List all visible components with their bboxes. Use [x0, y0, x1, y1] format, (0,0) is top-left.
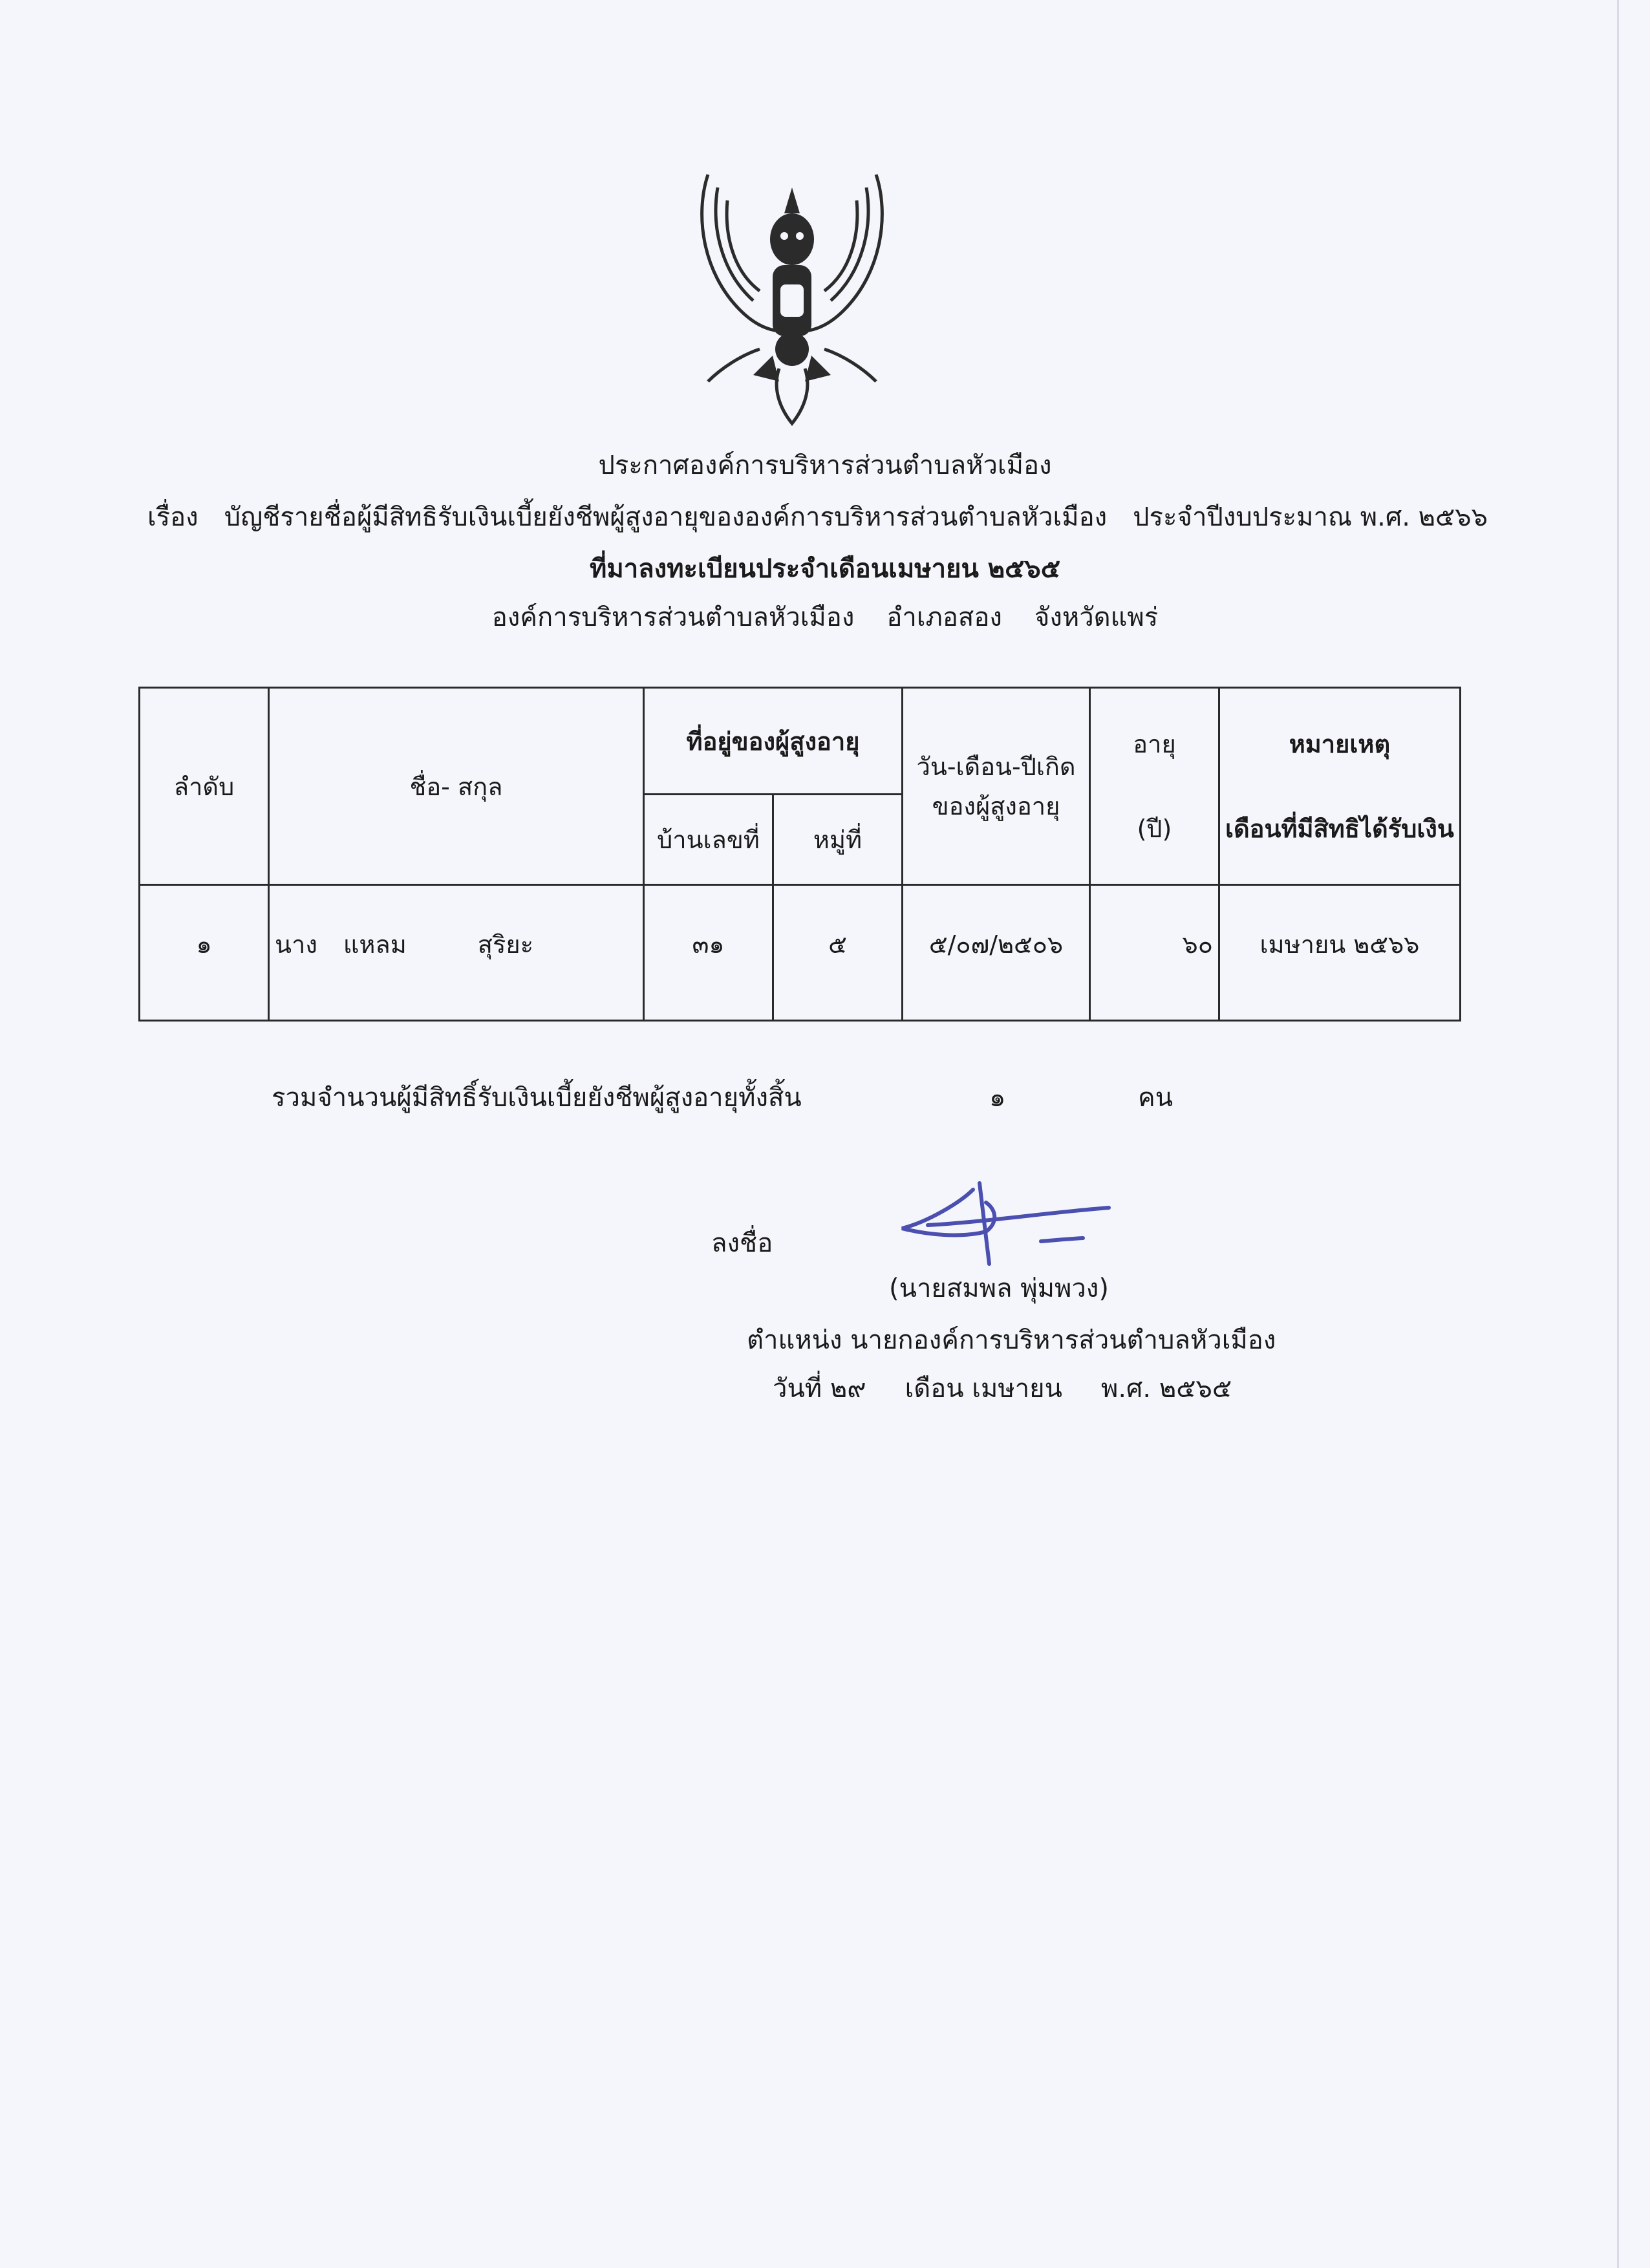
date-year: พ.ศ. ๒๕๖๕ [1100, 1374, 1232, 1404]
signatory-position: ตำแหน่ง นายกองค์การบริหารส่วนตำบลหัวเมือง [747, 1325, 1276, 1355]
cell-title: นาง [275, 930, 317, 959]
subject-text: บัญชีรายชื่อผู้มีสิทธิรับเงินเบี้ยยังชีพผู้สูงอายุขององค์การบริหารส่วนตำบลหัวเมือง [224, 502, 1108, 532]
header-age [1090, 688, 1219, 885]
handwritten-signature [889, 1177, 1122, 1267]
signatory-name: (นายสมพล พุ่มพวง) [889, 1274, 1109, 1303]
cell-birth-date: ๕/๐๗/๒๕๐๖ [903, 885, 1090, 1021]
date-day: วันที่ ๒๙ [773, 1374, 866, 1404]
cell-age: ๖๐ [1090, 885, 1219, 1021]
summary-count: ๑ [989, 1083, 1006, 1113]
cell-village: ๕ [773, 885, 903, 1021]
signature-date [773, 1367, 1232, 1409]
summary-label: รวมจำนวนผู้มีสิทธิ์รับเงินเบี้ยยังชีพผู้สูงอายุทั้งสิ้น [272, 1083, 802, 1113]
organization-line [0, 598, 1650, 637]
sign-label: ลงชื่อ [711, 1228, 773, 1258]
province-name: จังหวัดแพร่ [1034, 603, 1159, 632]
registration-line: ที่มาลงทะเบียนประจำเดือนเมษายน ๒๕๖๕ [589, 554, 1061, 584]
header-age-line2: (ปี) [1137, 815, 1172, 843]
garuda-emblem-icon [682, 162, 902, 427]
announcement-title: ประกาศองค์การบริหารส่วนตำบลหัวเมือง [598, 451, 1052, 480]
organization-name: องค์การบริหารส่วนตำบลหัวเมือง [491, 603, 855, 632]
table-header-row [140, 688, 1461, 795]
header-birth-date-line1: วัน-เดือน-ปีเกิด [916, 753, 1076, 781]
header-name: ชื่อ- สกุล [269, 688, 644, 885]
district-name: อำเภอสอง [886, 603, 1002, 632]
header-birth-date-line2: ของผู้สูงอายุ [932, 792, 1060, 820]
cell-name [269, 885, 644, 1021]
header-village: หมู่ที่ [773, 795, 903, 885]
table-row [140, 885, 1461, 1021]
date-month: เดือน เมษายน [905, 1374, 1062, 1404]
subject-label: เรื่อง [147, 502, 198, 532]
cell-remark: เมษายน ๒๕๖๖ [1219, 885, 1461, 1021]
cell-no: ๑ [140, 885, 269, 1021]
header-birth-date [903, 688, 1090, 885]
paper-edge [1617, 0, 1619, 2268]
header-address: ที่อยู่ของผู้สูงอายุ [644, 688, 903, 795]
cell-last-name: สุริยะ [477, 930, 534, 959]
summary-unit: คน [1138, 1083, 1173, 1113]
header-remark-line2: เดือนที่มีสิทธิได้รับเงิน [1225, 815, 1454, 843]
cell-first-name: แหลม [343, 930, 407, 959]
header-age-line1: อายุ [1133, 730, 1176, 758]
header-remark-line1: หมายเหตุ [1289, 730, 1391, 758]
header-house-no: บ้านเลขที่ [644, 795, 773, 885]
header-remark [1219, 688, 1461, 885]
beneficiary-table [138, 687, 1461, 1022]
announcement-subject-line [147, 498, 1488, 537]
fiscal-year: ประจำปีงบประมาณ พ.ศ. ๒๕๖๖ [1133, 502, 1488, 532]
cell-house-no: ๓๑ [644, 885, 773, 1021]
header-no: ลำดับ [140, 688, 269, 885]
